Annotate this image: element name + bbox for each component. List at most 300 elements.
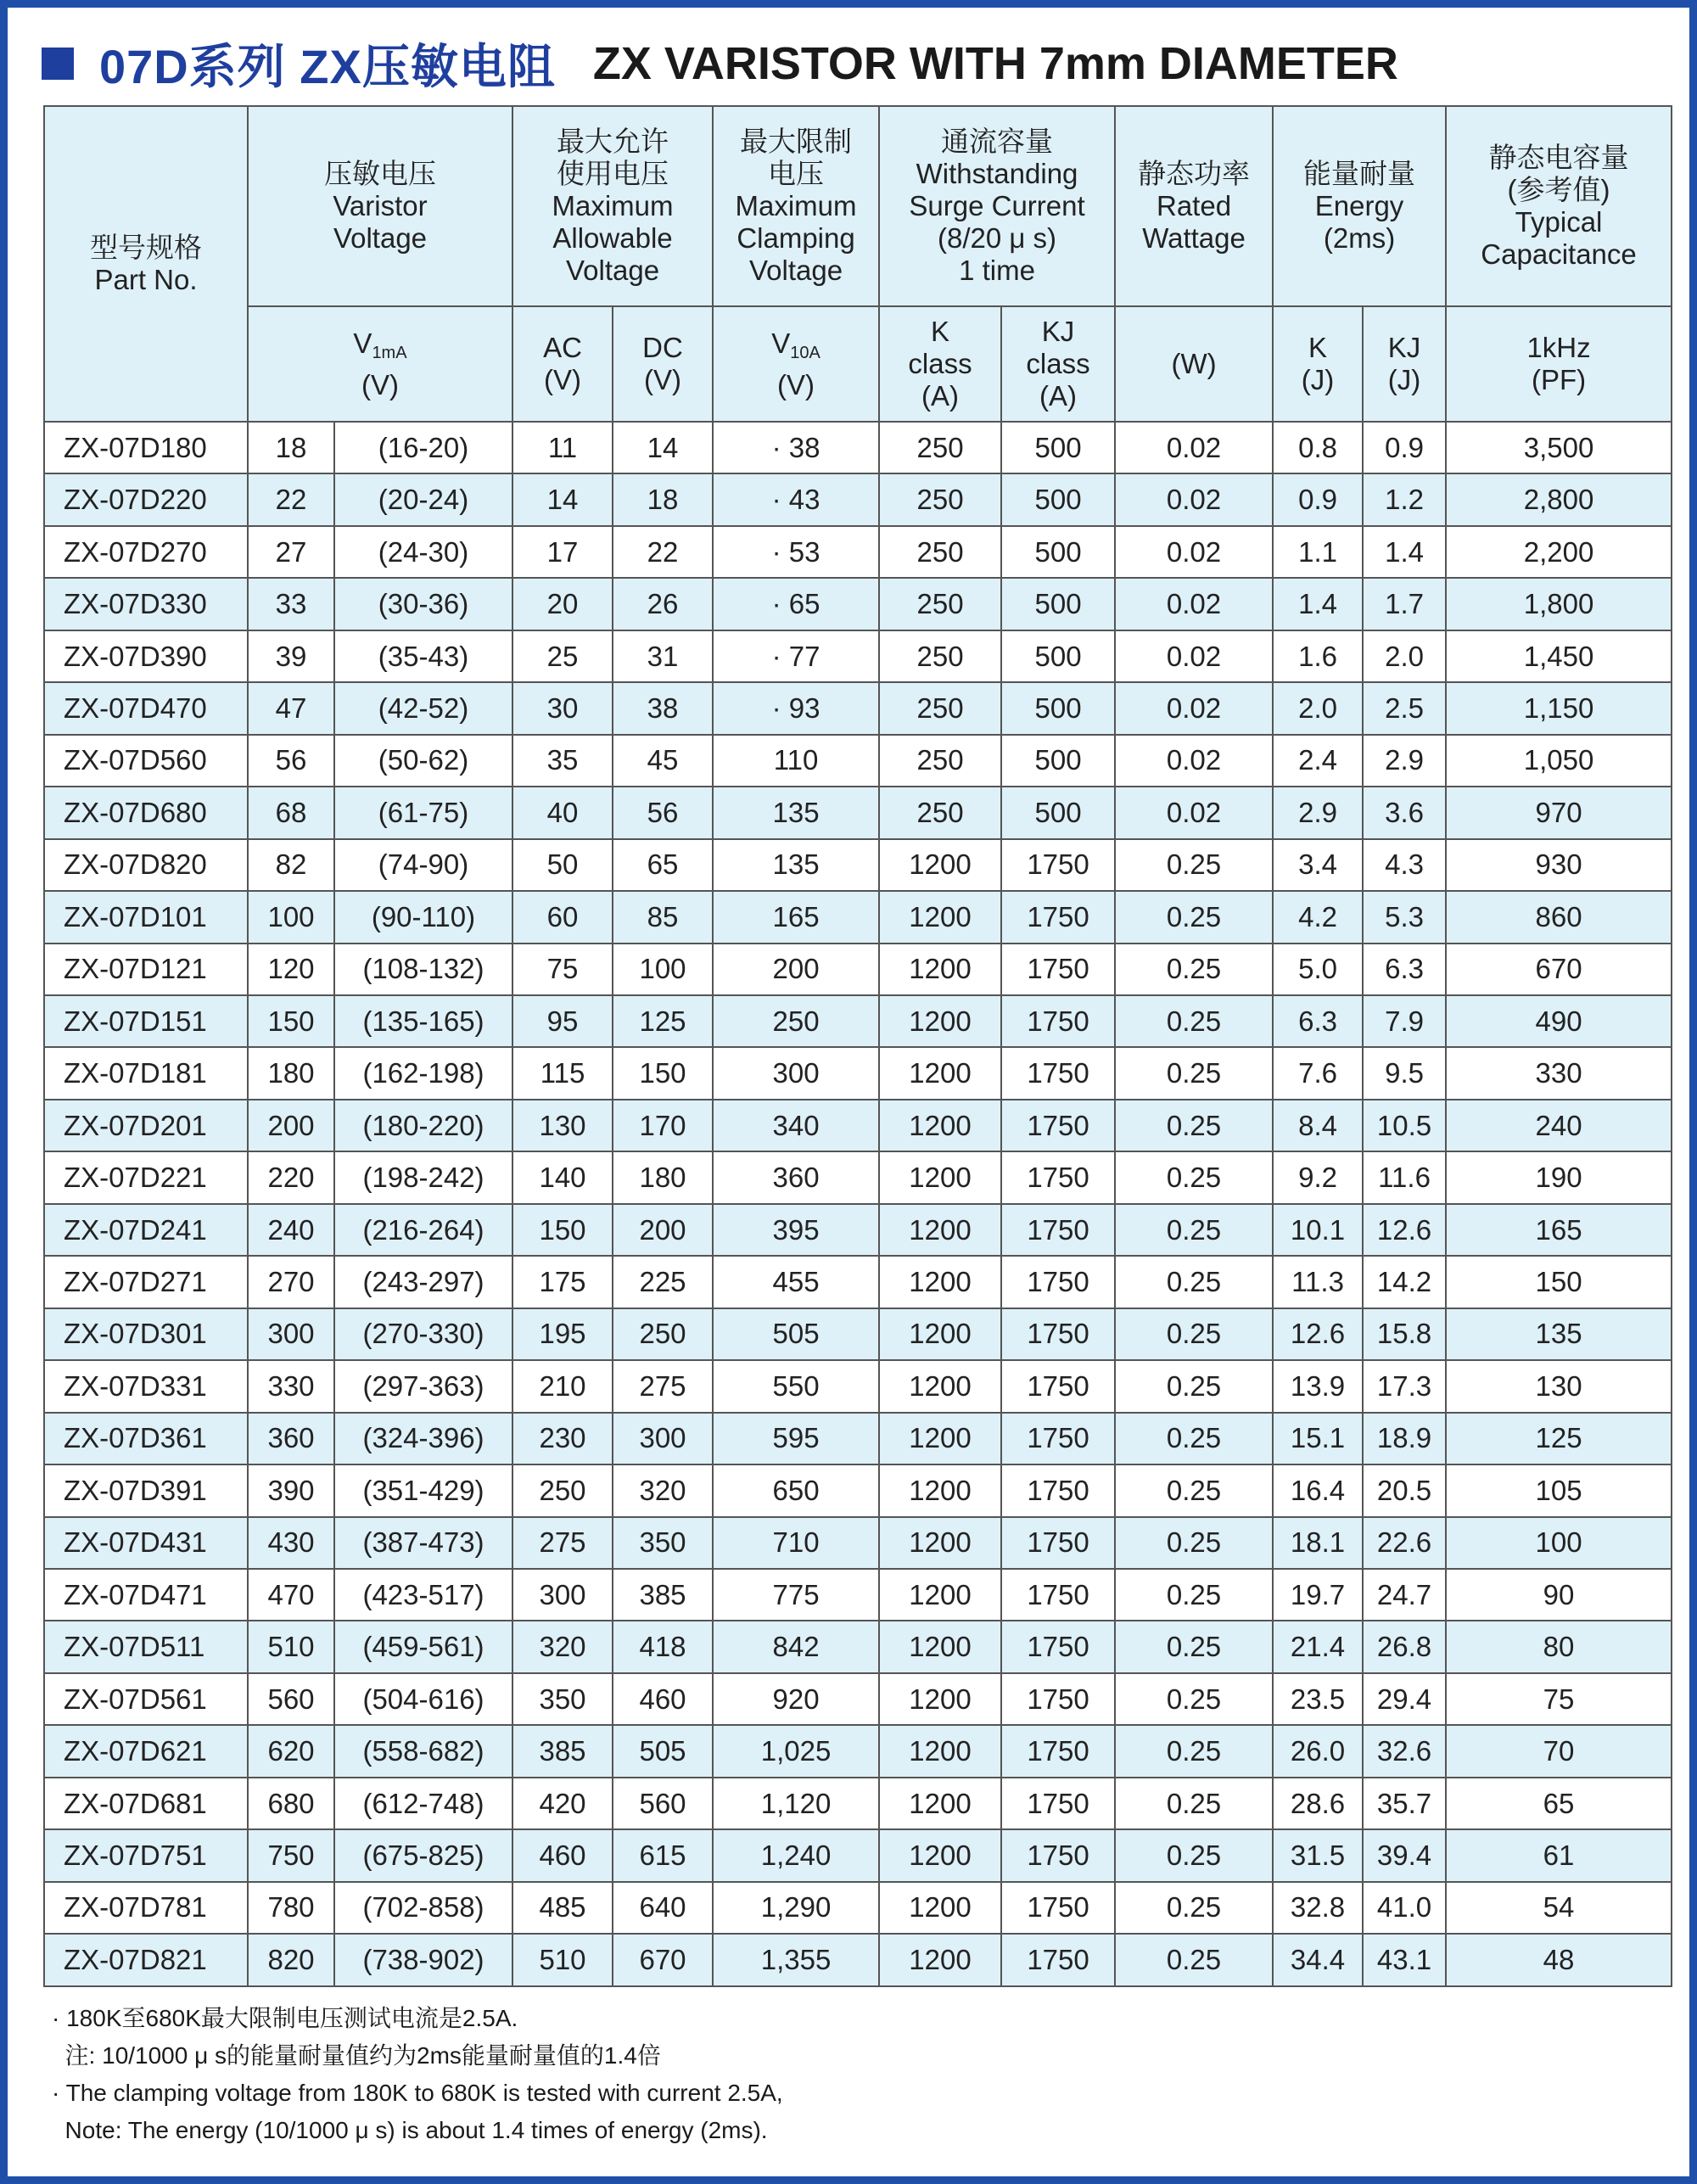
clamping-voltage-cell: 200 bbox=[713, 944, 879, 995]
dc-voltage-cell: 26 bbox=[613, 578, 713, 630]
kj-class-surge-cell: 1750 bbox=[1001, 839, 1115, 891]
k-class-surge-cell: 1200 bbox=[879, 1204, 1001, 1256]
clamping-voltage-cell: 842 bbox=[713, 1621, 879, 1672]
k-class-surge-cell: 1200 bbox=[879, 1621, 1001, 1672]
part-no-cell: ZX-07D431 bbox=[44, 1517, 248, 1569]
clamping-voltage-cell: · 65 bbox=[713, 578, 879, 630]
wattage-cell: 0.02 bbox=[1115, 630, 1273, 682]
dc-voltage-cell: 85 bbox=[613, 891, 713, 943]
table-row bbox=[44, 1621, 1672, 1672]
energy-kj-cell: 11.6 bbox=[1363, 1151, 1446, 1203]
v1ma-range-cell: (216-264) bbox=[334, 1204, 512, 1256]
v1ma-cell: 680 bbox=[248, 1778, 334, 1829]
ac-voltage-cell: 485 bbox=[512, 1882, 613, 1934]
v1ma-range-cell: (297-363) bbox=[334, 1360, 512, 1412]
v1ma-cell: 560 bbox=[248, 1673, 334, 1725]
energy-k-cell: 7.6 bbox=[1273, 1047, 1363, 1099]
wattage-cell: 0.25 bbox=[1115, 1882, 1273, 1934]
header-energy: 能量耐量 Energy (2ms) bbox=[1273, 106, 1446, 306]
wattage-cell: 0.25 bbox=[1115, 1778, 1273, 1829]
clamping-voltage-cell: 340 bbox=[713, 1100, 879, 1151]
capacitance-cell: 135 bbox=[1446, 1308, 1672, 1360]
header-surge-current: 通流容量 Withstanding Surge Current (8/20 μ s) 1 time bbox=[879, 106, 1115, 306]
k-class-surge-cell: 250 bbox=[879, 473, 1001, 525]
v1ma-range-cell: (24-30) bbox=[334, 526, 512, 578]
energy-k-cell: 6.3 bbox=[1273, 995, 1363, 1047]
k-class-surge-cell: 1200 bbox=[879, 1360, 1001, 1412]
dc-voltage-cell: 320 bbox=[613, 1464, 713, 1516]
table-row bbox=[44, 839, 1672, 891]
ac-voltage-cell: 130 bbox=[512, 1100, 613, 1151]
table-row bbox=[44, 1882, 1672, 1934]
ac-voltage-cell: 35 bbox=[512, 735, 613, 787]
part-no-cell: ZX-07D561 bbox=[44, 1673, 248, 1725]
table-row bbox=[44, 1934, 1672, 1986]
v1ma-cell: 220 bbox=[248, 1151, 334, 1203]
wattage-cell: 0.02 bbox=[1115, 682, 1273, 734]
table-row bbox=[44, 473, 1672, 525]
k-class-surge-cell: 250 bbox=[879, 578, 1001, 630]
ac-voltage-cell: 275 bbox=[512, 1517, 613, 1569]
clamping-voltage-cell: 775 bbox=[713, 1569, 879, 1621]
v1ma-range-cell: (35-43) bbox=[334, 630, 512, 682]
energy-kj-cell: 26.8 bbox=[1363, 1621, 1446, 1672]
v1ma-cell: 750 bbox=[248, 1829, 334, 1881]
energy-kj-cell: 20.5 bbox=[1363, 1464, 1446, 1516]
clamping-voltage-cell: 250 bbox=[713, 995, 879, 1047]
capacitance-cell: 2,800 bbox=[1446, 473, 1672, 525]
dc-voltage-cell: 385 bbox=[613, 1569, 713, 1621]
k-class-surge-cell: 1200 bbox=[879, 1778, 1001, 1829]
clamping-voltage-cell: 650 bbox=[713, 1464, 879, 1516]
energy-kj-cell: 9.5 bbox=[1363, 1047, 1446, 1099]
k-class-surge-cell: 1200 bbox=[879, 1464, 1001, 1516]
v1ma-range-cell: (423-517) bbox=[334, 1569, 512, 1621]
capacitance-cell: 1,150 bbox=[1446, 682, 1672, 734]
table-row bbox=[44, 1308, 1672, 1360]
table-body bbox=[44, 422, 1672, 1986]
kj-class-surge-cell: 500 bbox=[1001, 473, 1115, 525]
part-no-cell: ZX-07D331 bbox=[44, 1360, 248, 1412]
kj-class-surge-cell: 1750 bbox=[1001, 1151, 1115, 1203]
table-row bbox=[44, 1256, 1672, 1308]
energy-kj-cell: 0.9 bbox=[1363, 422, 1446, 473]
subheader-energy-k: K (J) bbox=[1273, 306, 1363, 422]
energy-k-cell: 9.2 bbox=[1273, 1151, 1363, 1203]
capacitance-cell: 1,050 bbox=[1446, 735, 1672, 787]
capacitance-cell: 970 bbox=[1446, 787, 1672, 838]
clamping-voltage-cell: 550 bbox=[713, 1360, 879, 1412]
energy-kj-cell: 15.8 bbox=[1363, 1308, 1446, 1360]
dc-voltage-cell: 14 bbox=[613, 422, 713, 473]
v1ma-cell: 100 bbox=[248, 891, 334, 943]
table-row bbox=[44, 682, 1672, 734]
kj-class-surge-cell: 1750 bbox=[1001, 1725, 1115, 1777]
energy-kj-cell: 35.7 bbox=[1363, 1778, 1446, 1829]
dc-voltage-cell: 418 bbox=[613, 1621, 713, 1672]
dc-voltage-cell: 250 bbox=[613, 1308, 713, 1360]
part-no-cell: ZX-07D241 bbox=[44, 1204, 248, 1256]
wattage-cell: 0.25 bbox=[1115, 1308, 1273, 1360]
subheader-k-class: K class (A) bbox=[879, 306, 1001, 422]
table-row bbox=[44, 422, 1672, 473]
capacitance-cell: 80 bbox=[1446, 1621, 1672, 1672]
wattage-cell: 0.25 bbox=[1115, 1204, 1273, 1256]
energy-kj-cell: 29.4 bbox=[1363, 1673, 1446, 1725]
dc-voltage-cell: 670 bbox=[613, 1934, 713, 1986]
kj-class-surge-cell: 1750 bbox=[1001, 1829, 1115, 1881]
wattage-cell: 0.02 bbox=[1115, 473, 1273, 525]
ac-voltage-cell: 17 bbox=[512, 526, 613, 578]
clamping-voltage-cell: 1,120 bbox=[713, 1778, 879, 1829]
footnote-line: 注: 10/1000 μ s的能量耐量值约为2ms能量耐量值的1.4倍 bbox=[52, 2042, 661, 2069]
v1ma-cell: 430 bbox=[248, 1517, 334, 1569]
kj-class-surge-cell: 1750 bbox=[1001, 944, 1115, 995]
part-no-cell: ZX-07D781 bbox=[44, 1882, 248, 1934]
clamping-voltage-cell: 920 bbox=[713, 1673, 879, 1725]
energy-kj-cell: 39.4 bbox=[1363, 1829, 1446, 1881]
table-row bbox=[44, 995, 1672, 1047]
wattage-cell: 0.25 bbox=[1115, 1464, 1273, 1516]
kj-class-surge-cell: 1750 bbox=[1001, 1360, 1115, 1412]
wattage-cell: 0.02 bbox=[1115, 578, 1273, 630]
energy-kj-cell: 24.7 bbox=[1363, 1569, 1446, 1621]
v1ma-cell: 300 bbox=[248, 1308, 334, 1360]
k-class-surge-cell: 1200 bbox=[879, 995, 1001, 1047]
clamping-voltage-cell: 395 bbox=[713, 1204, 879, 1256]
energy-k-cell: 3.4 bbox=[1273, 839, 1363, 891]
energy-k-cell: 15.1 bbox=[1273, 1413, 1363, 1464]
v1ma-range-cell: (90-110) bbox=[334, 891, 512, 943]
capacitance-cell: 330 bbox=[1446, 1047, 1672, 1099]
table-header bbox=[44, 106, 1672, 422]
subheader-energy-kj: KJ (J) bbox=[1363, 306, 1446, 422]
dc-voltage-cell: 505 bbox=[613, 1725, 713, 1777]
k-class-surge-cell: 250 bbox=[879, 526, 1001, 578]
capacitance-cell: 61 bbox=[1446, 1829, 1672, 1881]
wattage-cell: 0.25 bbox=[1115, 1569, 1273, 1621]
v1ma-cell: 39 bbox=[248, 630, 334, 682]
ac-voltage-cell: 210 bbox=[512, 1360, 613, 1412]
k-class-surge-cell: 1200 bbox=[879, 1151, 1001, 1203]
dc-voltage-cell: 100 bbox=[613, 944, 713, 995]
ac-voltage-cell: 385 bbox=[512, 1725, 613, 1777]
energy-k-cell: 28.6 bbox=[1273, 1778, 1363, 1829]
part-no-cell: ZX-07D560 bbox=[44, 735, 248, 787]
clamping-voltage-cell: 1,240 bbox=[713, 1829, 879, 1881]
energy-kj-cell: 43.1 bbox=[1363, 1934, 1446, 1986]
table-row bbox=[44, 1725, 1672, 1777]
kj-class-surge-cell: 500 bbox=[1001, 526, 1115, 578]
v1ma-cell: 330 bbox=[248, 1360, 334, 1412]
table-row bbox=[44, 630, 1672, 682]
wattage-cell: 0.25 bbox=[1115, 944, 1273, 995]
kj-class-surge-cell: 1750 bbox=[1001, 1621, 1115, 1672]
v1ma-cell: 33 bbox=[248, 578, 334, 630]
kj-class-surge-cell: 1750 bbox=[1001, 1778, 1115, 1829]
v1ma-range-cell: (198-242) bbox=[334, 1151, 512, 1203]
table-row bbox=[44, 1829, 1672, 1881]
k-class-surge-cell: 250 bbox=[879, 630, 1001, 682]
table-row bbox=[44, 735, 1672, 787]
part-no-cell: ZX-07D820 bbox=[44, 839, 248, 891]
ac-voltage-cell: 20 bbox=[512, 578, 613, 630]
k-class-surge-cell: 1200 bbox=[879, 1047, 1001, 1099]
part-no-cell: ZX-07D821 bbox=[44, 1934, 248, 1986]
part-no-cell: ZX-07D471 bbox=[44, 1569, 248, 1621]
k-class-surge-cell: 1200 bbox=[879, 1882, 1001, 1934]
part-no-cell: ZX-07D681 bbox=[44, 1778, 248, 1829]
v1ma-range-cell: (558-682) bbox=[334, 1725, 512, 1777]
wattage-cell: 0.25 bbox=[1115, 1100, 1273, 1151]
dc-voltage-cell: 350 bbox=[613, 1517, 713, 1569]
ac-voltage-cell: 460 bbox=[512, 1829, 613, 1881]
clamping-voltage-cell: 595 bbox=[713, 1413, 879, 1464]
table-row bbox=[44, 526, 1672, 578]
clamping-voltage-cell: 710 bbox=[713, 1517, 879, 1569]
subheader-ac: AC (V) bbox=[512, 306, 613, 422]
kj-class-surge-cell: 500 bbox=[1001, 422, 1115, 473]
energy-kj-cell: 1.7 bbox=[1363, 578, 1446, 630]
v1ma-range-cell: (16-20) bbox=[334, 422, 512, 473]
v1ma-cell: 820 bbox=[248, 1934, 334, 1986]
v1ma-cell: 82 bbox=[248, 839, 334, 891]
energy-k-cell: 18.1 bbox=[1273, 1517, 1363, 1569]
dc-voltage-cell: 200 bbox=[613, 1204, 713, 1256]
energy-kj-cell: 41.0 bbox=[1363, 1882, 1446, 1934]
energy-kj-cell: 18.9 bbox=[1363, 1413, 1446, 1464]
k-class-surge-cell: 1200 bbox=[879, 1673, 1001, 1725]
dc-voltage-cell: 45 bbox=[613, 735, 713, 787]
wattage-cell: 0.25 bbox=[1115, 1047, 1273, 1099]
part-no-cell: ZX-07D201 bbox=[44, 1100, 248, 1151]
v1ma-cell: 56 bbox=[248, 735, 334, 787]
energy-k-cell: 2.9 bbox=[1273, 787, 1363, 838]
dc-voltage-cell: 56 bbox=[613, 787, 713, 838]
kj-class-surge-cell: 1750 bbox=[1001, 1047, 1115, 1099]
v1ma-range-cell: (180-220) bbox=[334, 1100, 512, 1151]
wattage-cell: 0.25 bbox=[1115, 1829, 1273, 1881]
capacitance-cell: 48 bbox=[1446, 1934, 1672, 1986]
table-row bbox=[44, 891, 1672, 943]
ac-voltage-cell: 60 bbox=[512, 891, 613, 943]
table-row bbox=[44, 1047, 1672, 1099]
ac-voltage-cell: 11 bbox=[512, 422, 613, 473]
wattage-cell: 0.02 bbox=[1115, 735, 1273, 787]
ac-voltage-cell: 50 bbox=[512, 839, 613, 891]
wattage-cell: 0.02 bbox=[1115, 787, 1273, 838]
kj-class-surge-cell: 1750 bbox=[1001, 1308, 1115, 1360]
energy-k-cell: 10.1 bbox=[1273, 1204, 1363, 1256]
ac-voltage-cell: 140 bbox=[512, 1151, 613, 1203]
kj-class-surge-cell: 500 bbox=[1001, 630, 1115, 682]
v1ma-range-cell: (459-561) bbox=[334, 1621, 512, 1672]
capacitance-cell: 90 bbox=[1446, 1569, 1672, 1621]
v1ma-cell: 18 bbox=[248, 422, 334, 473]
v1ma-cell: 22 bbox=[248, 473, 334, 525]
capacitance-cell: 1,450 bbox=[1446, 630, 1672, 682]
wattage-cell: 0.25 bbox=[1115, 1256, 1273, 1308]
v1ma-cell: 150 bbox=[248, 995, 334, 1047]
ac-voltage-cell: 510 bbox=[512, 1934, 613, 1986]
header-max-clamping-voltage: 最大限制 电压 Maximum Clamping Voltage bbox=[713, 106, 879, 306]
energy-kj-cell: 7.9 bbox=[1363, 995, 1446, 1047]
table-row bbox=[44, 1204, 1672, 1256]
ac-voltage-cell: 30 bbox=[512, 682, 613, 734]
energy-k-cell: 0.9 bbox=[1273, 473, 1363, 525]
dc-voltage-cell: 560 bbox=[613, 1778, 713, 1829]
v1ma-range-cell: (135-165) bbox=[334, 995, 512, 1047]
k-class-surge-cell: 250 bbox=[879, 422, 1001, 473]
capacitance-cell: 70 bbox=[1446, 1725, 1672, 1777]
capacitance-cell: 75 bbox=[1446, 1673, 1672, 1725]
k-class-surge-cell: 1200 bbox=[879, 891, 1001, 943]
kj-class-surge-cell: 1750 bbox=[1001, 1673, 1115, 1725]
v1ma-cell: 360 bbox=[248, 1413, 334, 1464]
table-row bbox=[44, 1151, 1672, 1203]
ac-voltage-cell: 230 bbox=[512, 1413, 613, 1464]
wattage-cell: 0.25 bbox=[1115, 1725, 1273, 1777]
ac-voltage-cell: 25 bbox=[512, 630, 613, 682]
subheader-v10a: $V_{10A}$ (V) bbox=[713, 306, 879, 422]
energy-kj-cell: 1.4 bbox=[1363, 526, 1446, 578]
v1ma-cell: 200 bbox=[248, 1100, 334, 1151]
dc-voltage-cell: 18 bbox=[613, 473, 713, 525]
capacitance-cell: 240 bbox=[1446, 1100, 1672, 1151]
wattage-cell: 0.25 bbox=[1115, 1413, 1273, 1464]
ac-voltage-cell: 320 bbox=[512, 1621, 613, 1672]
energy-kj-cell: 17.3 bbox=[1363, 1360, 1446, 1412]
clamping-voltage-cell: · 93 bbox=[713, 682, 879, 734]
clamping-voltage-cell: 360 bbox=[713, 1151, 879, 1203]
v1ma-cell: 240 bbox=[248, 1204, 334, 1256]
energy-k-cell: 21.4 bbox=[1273, 1621, 1363, 1672]
clamping-voltage-cell: 1,355 bbox=[713, 1934, 879, 1986]
capacitance-cell: 54 bbox=[1446, 1882, 1672, 1934]
energy-k-cell: 23.5 bbox=[1273, 1673, 1363, 1725]
clamping-voltage-cell: · 43 bbox=[713, 473, 879, 525]
wattage-cell: 0.02 bbox=[1115, 526, 1273, 578]
table-row bbox=[44, 787, 1672, 838]
clamping-voltage-cell: · 38 bbox=[713, 422, 879, 473]
capacitance-cell: 1,800 bbox=[1446, 578, 1672, 630]
ac-voltage-cell: 14 bbox=[512, 473, 613, 525]
v1ma-cell: 27 bbox=[248, 526, 334, 578]
wattage-cell: 0.25 bbox=[1115, 891, 1273, 943]
capacitance-cell: 3,500 bbox=[1446, 422, 1672, 473]
k-class-surge-cell: 250 bbox=[879, 787, 1001, 838]
v1ma-range-cell: (675-825) bbox=[334, 1829, 512, 1881]
clamping-voltage-cell: 135 bbox=[713, 787, 879, 838]
wattage-cell: 0.25 bbox=[1115, 1151, 1273, 1203]
table-row bbox=[44, 1778, 1672, 1829]
capacitance-cell: 860 bbox=[1446, 891, 1672, 943]
wattage-cell: 0.25 bbox=[1115, 1517, 1273, 1569]
dc-voltage-cell: 65 bbox=[613, 839, 713, 891]
kj-class-surge-cell: 1750 bbox=[1001, 891, 1115, 943]
v1ma-cell: 470 bbox=[248, 1569, 334, 1621]
v1ma-range-cell: (108-132) bbox=[334, 944, 512, 995]
part-no-cell: ZX-07D470 bbox=[44, 682, 248, 734]
v1ma-cell: 510 bbox=[248, 1621, 334, 1672]
energy-k-cell: 31.5 bbox=[1273, 1829, 1363, 1881]
table-row bbox=[44, 1413, 1672, 1464]
part-no-cell: ZX-07D390 bbox=[44, 630, 248, 682]
wattage-cell: 0.25 bbox=[1115, 1673, 1273, 1725]
k-class-surge-cell: 1200 bbox=[879, 1569, 1001, 1621]
energy-kj-cell: 1.2 bbox=[1363, 473, 1446, 525]
v1ma-range-cell: (738-902) bbox=[334, 1934, 512, 1986]
dc-voltage-cell: 460 bbox=[613, 1673, 713, 1725]
dc-voltage-cell: 180 bbox=[613, 1151, 713, 1203]
part-no-cell: ZX-07D680 bbox=[44, 787, 248, 838]
v1ma-cell: 620 bbox=[248, 1725, 334, 1777]
v1ma-range-cell: (702-858) bbox=[334, 1882, 512, 1934]
capacitance-cell: 2,200 bbox=[1446, 526, 1672, 578]
v1ma-range-cell: (162-198) bbox=[334, 1047, 512, 1099]
energy-k-cell: 11.3 bbox=[1273, 1256, 1363, 1308]
capacitance-cell: 490 bbox=[1446, 995, 1672, 1047]
subheader-v1ma: $V_{1mA}$ (V) bbox=[248, 306, 512, 422]
v1ma-range-cell: (504-616) bbox=[334, 1673, 512, 1725]
ac-voltage-cell: 420 bbox=[512, 1778, 613, 1829]
energy-kj-cell: 10.5 bbox=[1363, 1100, 1446, 1151]
energy-k-cell: 34.4 bbox=[1273, 1934, 1363, 1986]
ac-voltage-cell: 250 bbox=[512, 1464, 613, 1516]
wattage-cell: 0.25 bbox=[1115, 839, 1273, 891]
part-no-cell: ZX-07D511 bbox=[44, 1621, 248, 1672]
k-class-surge-cell: 1200 bbox=[879, 944, 1001, 995]
capacitance-cell: 100 bbox=[1446, 1517, 1672, 1569]
v1ma-cell: 68 bbox=[248, 787, 334, 838]
energy-k-cell: 19.7 bbox=[1273, 1569, 1363, 1621]
v1ma-range-cell: (74-90) bbox=[334, 839, 512, 891]
energy-kj-cell: 14.2 bbox=[1363, 1256, 1446, 1308]
k-class-surge-cell: 1200 bbox=[879, 1413, 1001, 1464]
part-no-cell: ZX-07D151 bbox=[44, 995, 248, 1047]
part-no-cell: ZX-07D180 bbox=[44, 422, 248, 473]
dc-voltage-cell: 640 bbox=[613, 1882, 713, 1934]
k-class-surge-cell: 1200 bbox=[879, 1100, 1001, 1151]
clamping-voltage-cell: · 77 bbox=[713, 630, 879, 682]
energy-k-cell: 26.0 bbox=[1273, 1725, 1363, 1777]
ac-voltage-cell: 175 bbox=[512, 1256, 613, 1308]
clamping-voltage-cell: 135 bbox=[713, 839, 879, 891]
energy-k-cell: 1.6 bbox=[1273, 630, 1363, 682]
v1ma-cell: 390 bbox=[248, 1464, 334, 1516]
k-class-surge-cell: 1200 bbox=[879, 1829, 1001, 1881]
energy-k-cell: 13.9 bbox=[1273, 1360, 1363, 1412]
capacitance-cell: 125 bbox=[1446, 1413, 1672, 1464]
v1ma-cell: 120 bbox=[248, 944, 334, 995]
subheader-dc: DC (V) bbox=[613, 306, 713, 422]
table-row bbox=[44, 944, 1672, 995]
kj-class-surge-cell: 1750 bbox=[1001, 1204, 1115, 1256]
part-no-cell: ZX-07D181 bbox=[44, 1047, 248, 1099]
part-no-cell: ZX-07D751 bbox=[44, 1829, 248, 1881]
clamping-voltage-cell: 165 bbox=[713, 891, 879, 943]
wattage-cell: 0.25 bbox=[1115, 1934, 1273, 1986]
k-class-surge-cell: 1200 bbox=[879, 1517, 1001, 1569]
part-no-cell: ZX-07D221 bbox=[44, 1151, 248, 1203]
k-class-surge-cell: 1200 bbox=[879, 1934, 1001, 1986]
dc-voltage-cell: 31 bbox=[613, 630, 713, 682]
kj-class-surge-cell: 1750 bbox=[1001, 1569, 1115, 1621]
part-no-cell: ZX-07D270 bbox=[44, 526, 248, 578]
v1ma-range-cell: (42-52) bbox=[334, 682, 512, 734]
part-no-cell: ZX-07D101 bbox=[44, 891, 248, 943]
part-no-cell: ZX-07D121 bbox=[44, 944, 248, 995]
